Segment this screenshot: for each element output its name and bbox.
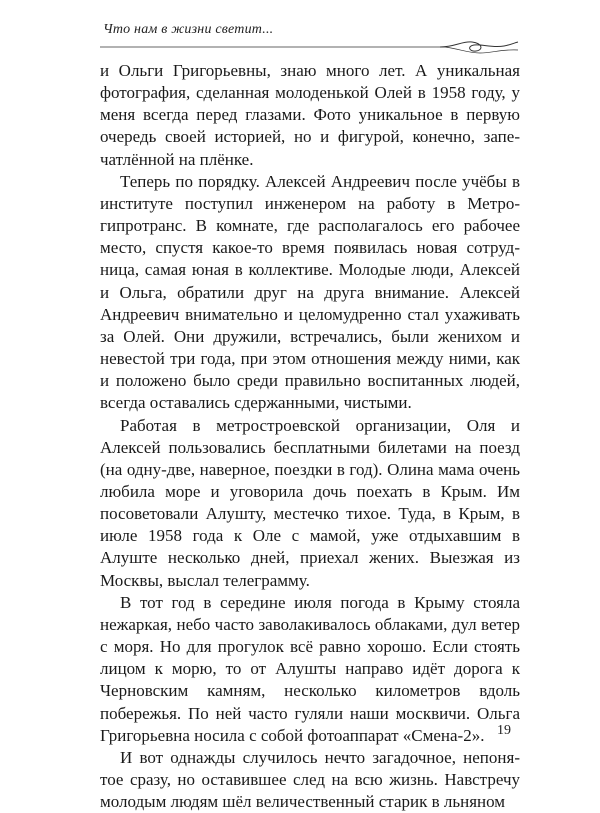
- paragraph-2: Теперь по порядку. Алексей Андреевич после учёбы в институте поступил инженером на работу в Метрогипротранс. В комнате, где располагалось его рабочее место, спустя какое-то время появилась новая сотрудница, самая юная в коллективе. Молодые люди, Алексей и Ольга, обратили друг на друга внимание. Алексей Андреевич внимательно и целомудренно стал ухаживать за Олей. Они дружили, встречались, были женихом и невестой три года, при этом отношения между ними, как и положено было среди правильно воспитанных людей, всегда оставались сдержанными, чистыми.: [100, 171, 520, 413]
- body-text: [100, 60, 520, 813]
- header-rule-ornament: [100, 38, 520, 58]
- page-number: 19: [497, 723, 511, 738]
- paragraph-5: И вот однажды случилось нечто загадочное, непонятое сразу, но оставившее след на всю жизнь. Навстречу молодым людям шёл величественный старик в льняном: [100, 747, 520, 812]
- paragraph-3: Работая в метростроевской организации, Оля и Алексей пользовались бесплатными билетами на поезд (на одну-две, наверное, поездки в год). Олина мама очень любила море и уговорила дочь поехать в Крым. Им посоветовали Алушту, местечко тихое. Туда, в Крым, в июле 1958 года к Оле с мамой, уже отдыхавшим в Алуште несколько дней, приехал жених. Выезжая из Москвы, выслал телеграмму.: [100, 415, 520, 590]
- running-title: Что нам в жизни светит...: [103, 22, 274, 37]
- paragraph-1: и Ольги Григорьевны, знаю много лет. А уникальная фотография, сделанная молоденькой Олей в 1958 году, у меня всегда перед глазами. Фото уникальное в первую очередь своей историей, но и фигурой, конечно, запечатлённой на плёнке.: [100, 61, 520, 169]
- paragraph-4: В тот год в середине июля погода в Крыму стояла нежаркая, небо часто заволакивалось облаками, дул ветер с моря. Но для прогулок всё равно хорошо. Если стоять лицом к морю, то от Алушты направо идёт дорога к Черновским камням, несколько километров вдоль побережья. По ней часто гуляли наши москвичи. Ольга Григорьевна носила с собой фотоаппарат «Смена-2».: [100, 592, 520, 745]
